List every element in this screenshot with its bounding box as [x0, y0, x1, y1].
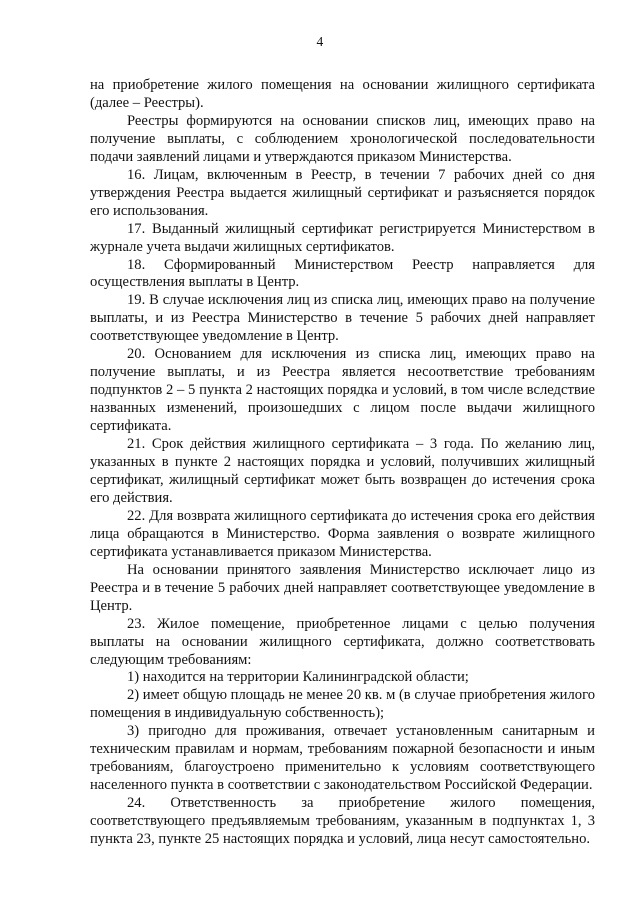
paragraph-item-21: 21. Срок действия жилищного сертификата – 3 года. По желанию лиц, указанных в пункте 2 настоящих порядка и условий, получивших жилищный сертификат, жилищный сертификат может быть возвращен до истечения срока его действия. [90, 436, 595, 506]
paragraph-item-18: 18. Сформированный Министерством Реестр направляется для осуществления выплаты в Центр. [90, 256, 595, 291]
paragraph-item-16: 16. Лицам, включенным в Реестр, в течении 7 рабочих дней со дня утверждения Реестра выдается жилищный сертификат и разъясняется порядок его использования. [90, 166, 595, 219]
paragraph-continuation: на приобретение жилого помещения на основании жилищного сертификата (далее – Реестры). [90, 77, 595, 111]
page-number: 4 [316, 34, 324, 49]
paragraph-item-20: 20. Основанием для исключения из списка лиц, имеющих право на получение выплаты, и из Реестра является несоответствие требованиям подпунктов 2 – 5 пункта 2 настоящих порядка и условий, в том числе вследствие названных изменений, произошедших с лицом после выдачи жилищного сертификата. [90, 346, 595, 435]
paragraph-subitem-3: 3) пригодно для проживания, отвечает установленным санитарным и техническим правилам и нормам, требованиям пожарной безопасности и иным требованиям, благоустроено применительно к условиям соответствующего населенного пункта в соответствии с законодательством Российской Федерации. [90, 723, 595, 794]
paragraph-item-24: 24. Ответственность за приобретение жилого помещения, соответствующего предъявляемым требованиям, указанным в подпунктах 1, 3 пункта 23, пункте 25 настоящих порядка и условий, лица несут самостоятельно. [90, 795, 595, 848]
paragraph-item-22-continued: На основании принятого заявления Министерство исключает лицо из Реестра и в течение 5 рабочих дней направляет соответствующее уведомление в Центр. [90, 561, 595, 614]
paragraph-subitem-2: 2) имеет общую площадь не менее 20 кв. м (в случае приобретения жилого помещения в индивидуальную собственность); [90, 687, 595, 722]
paragraph-registry-formation: Реестры формируются на основании списков лиц, имеющих право на получение выплаты, с соблюдением хронологической последовательности подачи заявлений лицами и утверждаются приказом Министерства. [90, 112, 595, 165]
document-body [90, 77, 595, 849]
paragraph-subitem-1: 1) находится на территории Калининградской области; [127, 669, 469, 686]
paragraph-item-23: 23. Жилое помещение, приобретенное лицами с целью получения выплаты на основании жилищного сертификата, должно соответствовать следующим требованиям: [90, 615, 595, 668]
paragraph-item-17: 17. Выданный жилищный сертификат регистрируется Министерством в журнале учета выдачи жилищных сертификатов. [90, 220, 595, 255]
paragraph-item-19: 19. В случае исключения лиц из списка лиц, имеющих право на получение выплаты, и из Реестра Министерство в течение 5 рабочих дней направляет соответствующее уведомление в Центр. [90, 292, 595, 345]
paragraph-item-22: 22. Для возврата жилищного сертификата до истечения срока его действия лица обращаются в Министерство. Форма заявления о возврате жилищного сертификата устанавливается приказом Министерства. [90, 507, 595, 560]
